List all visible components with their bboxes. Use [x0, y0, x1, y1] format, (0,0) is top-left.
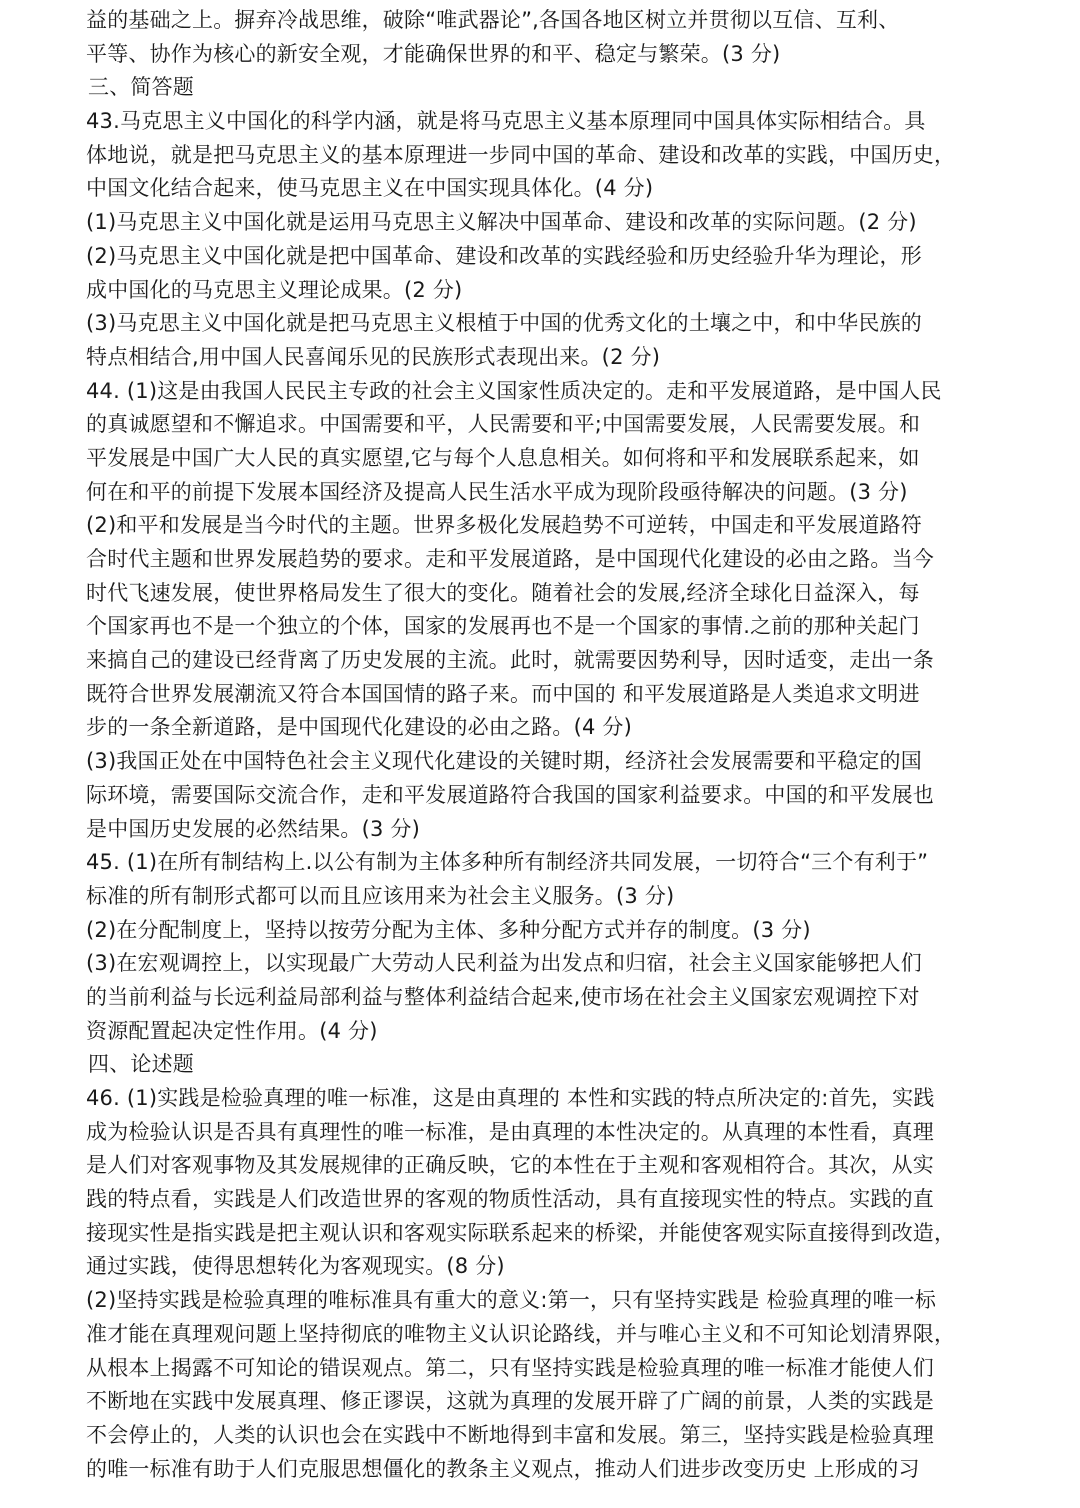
text-line: 来搞自己的建设已经背离了历史发展的主流。此时，就需要因势利导，因时适变，走出一条 — [86, 648, 934, 673]
text-line: 的当前利益与长远利益局部利益与整体利益结合起来,使市场在社会主义国家宏观调控下对 — [86, 984, 920, 1009]
text-line: (2)坚持实践是检验真理的唯标准具有重大的意义:第一，只有坚持实践是 检验真理的唯一标 — [86, 1288, 937, 1313]
text-line: 成为检验认识是否具有真理性的唯一标准，是由真理的本性决定的。从真理的本性看，真理 — [86, 1119, 934, 1144]
text-line: 际环境，需要国际交流合作，走和平发展道路符合我国的国家利益要求。中国的和平发展也 — [86, 782, 934, 807]
text-line: 不会停止的，人类的认识也会在实践中不断地得到丰富和发展。第三，坚持实践是检验真理 — [86, 1422, 934, 1447]
text-line: 的唯一标准有助于人们克服思想僵化的教条主义观点，推动人们进步改变历史 上形成的习 — [86, 1456, 920, 1481]
text-line: 45. (1)在所有制结构上.以公有制为主体多种所有制经济共同发展，一切符合“三个有利于” — [86, 850, 929, 875]
text-line: 体地说，就是把马克思主义的基本原理进一步同中国的革命、建设和改革的实践，中国历史， — [86, 142, 956, 167]
text-line: 标准的所有制形式都可以而且应该用来为社会主义服务。(3 分) — [86, 883, 675, 908]
text-line: (3)我国正处在中国特色社会主义现代化建设的关键时期，经济社会发展需要和平稳定的国 — [86, 749, 922, 774]
text-line: 平发展是中国广大人民的真实愿望,它与每个人息息相关。如何将和平和发展联系起来，如 — [86, 445, 920, 470]
text-line: 接现实性是指实践是把主观认识和客观实际联系起来的桥梁，并能使客观实际直接得到改造， — [86, 1220, 956, 1245]
text-line: 中国文化结合起来，使马克思主义在中国实现具体化。(4 分) — [86, 176, 654, 201]
text-line: 践的特点看，实践是人们改造世界的客观的物质性活动，具有直接现实性的特点。实践的直 — [86, 1187, 934, 1212]
text-line: 是中国历史发展的必然结果。(3 分) — [86, 816, 421, 841]
text-line: 时代飞速发展，使世界格局发生了很大的变化。随着社会的发展,经济全球化日益深入，每 — [86, 580, 920, 605]
text-line: (2)和平和发展是当今时代的主题。世界多极化发展趋势不可逆转，中国走和平发展道路符 — [86, 513, 922, 538]
text-line: 合时代主题和世界发展趋势的要求。走和平发展道路，是中国现代化建设的必由之路。当今 — [86, 547, 934, 571]
text-line: 何在和平的前提下发展本国经济及提高人民生活水平成为现阶段亟待解决的问题。(3 分) — [86, 479, 908, 504]
text-line: 是人们对客观事物及其发展规律的正确反映，它的本性在于主观和客观相符合。其次，从实 — [86, 1153, 934, 1178]
text-line: 准才能在真理观问题上坚持彻底的唯物主义认识论路线，并与唯心主义和不可知论划清界限， — [86, 1321, 956, 1346]
text-line: 既符合世界发展潮流又符合本国国情的路子来。而中国的 和平发展道路是人类追求文明进 — [86, 681, 920, 706]
text-line: 46. (1)实践是检验真理的唯一标准，这是由真理的 本性和实践的特点所决定的:首先，实践 — [86, 1086, 935, 1110]
text-line: (2)在分配制度上，坚持以按劳分配为主体、多种分配方式并存的制度。(3 分) — [86, 917, 811, 942]
text-line: 平等、协作为核心的新安全观，才能确保世界的和平、稳定与繁荣。(3 分) — [86, 41, 781, 66]
text-line: 个国家再也不是一个独立的个体，国家的发展再也不是一个国家的事情.之前的那种关起门 — [86, 614, 920, 639]
text-line: 44. (1)这是由我国人民民主专政的社会主义国家性质决定的。走和平发展道路，是中国人民 — [86, 378, 942, 403]
text-line: (3)马克思主义中国化就是把马克思主义根植于中国的优秀文化的土壤之中，和中华民族的 — [86, 311, 922, 336]
text-line: 不断地在实践中发展真理、修正谬误，这就为真理的发展开辟了广阔的前景，人类的实践是 — [86, 1389, 934, 1414]
text-line: 步的一条全新道路，是中国现代化建设的必由之路。(4 分) — [86, 715, 633, 740]
text-line: (2)马克思主义中国化就是把中国革命、建设和改革的实践经验和历史经验升华为理论，形 — [86, 243, 922, 268]
text-line: 特点相结合,用中国人民喜闻乐见的民族形式表现出来。(2 分) — [86, 344, 661, 369]
text-line: 的真诚愿望和不懈追求。中国需要和平，人民需要和平;中国需要发展，人民需要发展。和 — [86, 412, 921, 437]
text-line: 从根本上揭露不可知论的错误观点。第二，只有坚持实践是检验真理的唯一标准才能使人们 — [86, 1355, 934, 1380]
text-line: 成中国化的马克思主义理论成果。(2 分) — [86, 277, 463, 302]
text-line: 资源配置起决定性作用。(4 分) — [86, 1018, 378, 1043]
text-line: 通过实践，使得思想转化为客观现实。(8 分) — [86, 1254, 505, 1279]
text-line: 43.马克思主义中国化的科学内涵，就是将马克思主义基本原理同中国具体实际相结合。具 — [86, 109, 926, 134]
text-line: (3)在宏观调控上，以实现最广大劳动人民利益为出发点和归宿，社会主义国家能够把人们 — [86, 951, 922, 976]
text-line: (1)马克思主义中国化就是运用马克思主义解决中国革命、建设和改革的实际问题。(2 分) — [86, 210, 917, 235]
section-heading: 三、简答题 — [88, 75, 194, 100]
section-heading: 四、论述题 — [88, 1052, 194, 1077]
text-line: 益的基础之上。摒弃冷战思维，破除“唯武器论”,各国各地区树立并贯彻以互信、互利、 — [86, 8, 900, 32]
